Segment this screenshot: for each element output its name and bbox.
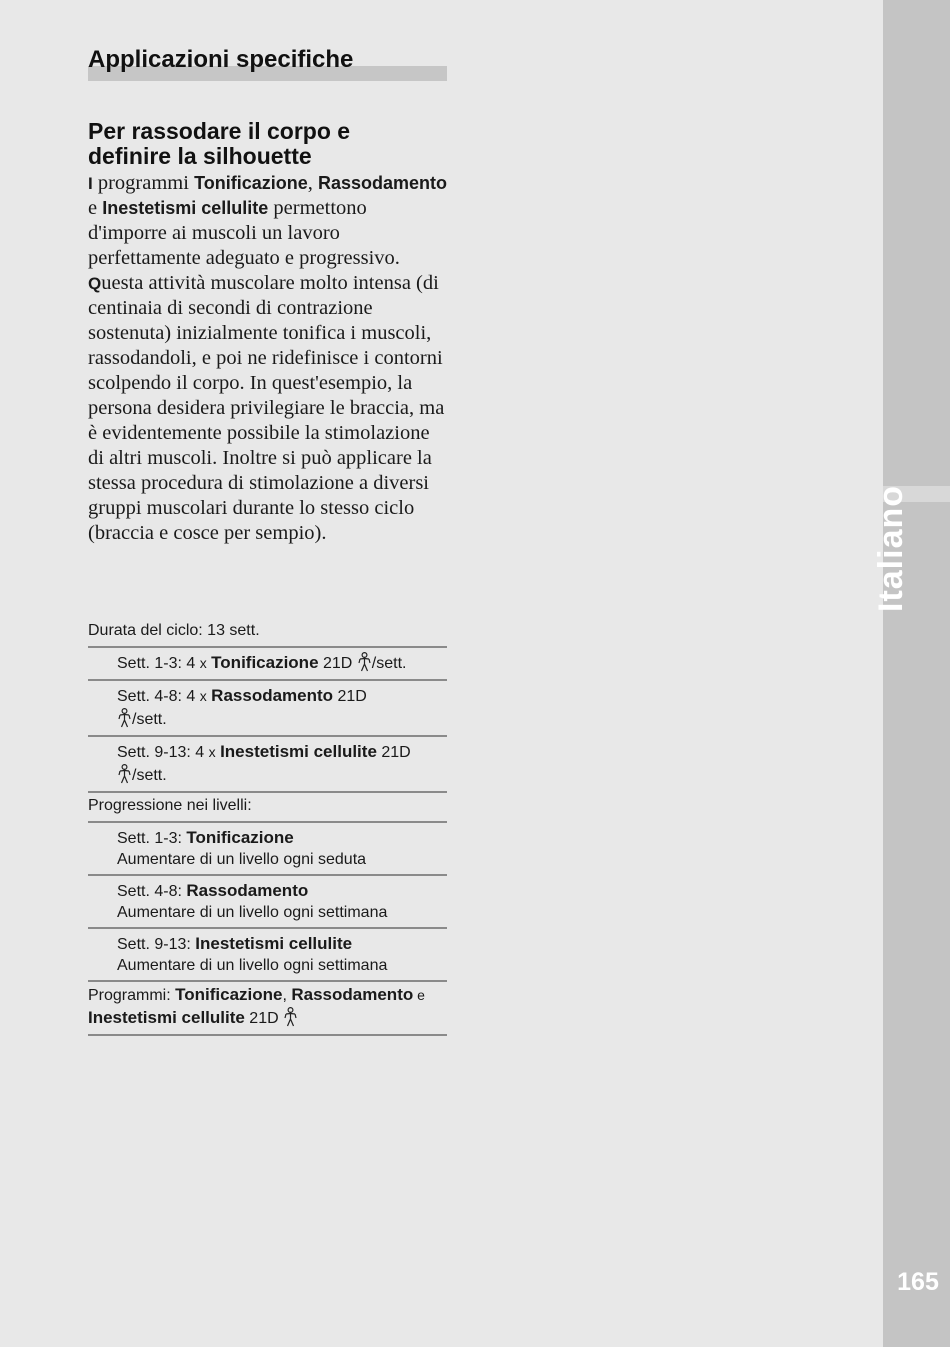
paragraph-detail [88, 271, 450, 546]
per-week: /sett. [132, 711, 167, 728]
program-name: Rassodamento [211, 686, 334, 705]
separator: , [282, 987, 292, 1004]
multiplier: x [199, 655, 207, 671]
drop-letter: Q [88, 274, 102, 293]
level-row [88, 929, 447, 982]
program-code: 21D [333, 688, 367, 705]
level-row [88, 823, 447, 876]
level-row [88, 876, 447, 929]
week-row [88, 648, 447, 681]
program-name: Tonificazione [186, 828, 294, 847]
standing-person-icon [117, 764, 132, 784]
text-run: e [88, 197, 103, 219]
program-name: Rassodamento [186, 881, 309, 900]
program-name: Rassodamento [318, 173, 448, 193]
per-week: /sett. [132, 767, 167, 784]
program-code: 21D [318, 655, 357, 672]
program-code: 21D [244, 1010, 284, 1027]
cycle-duration-row [88, 618, 447, 648]
programs-row [88, 982, 447, 1036]
program-code: 21D [376, 744, 411, 761]
program-table [88, 618, 447, 1036]
level-note: Aumentare di un livello ogni settimana [117, 904, 388, 921]
page-number: 165 [897, 1268, 939, 1296]
standing-person-icon [117, 708, 132, 728]
program-name: Inestetismi cellulite [102, 198, 269, 218]
week-range: Sett. 9-13: [117, 936, 196, 953]
program-name: Tonificazione [194, 173, 308, 193]
cycle-duration: Durata del ciclo: 13 sett. [88, 622, 260, 639]
standing-person-icon [357, 652, 372, 672]
side-band [883, 0, 950, 1347]
body-text [88, 171, 450, 546]
week-row [88, 737, 447, 793]
week-range: Sett. 4-8: 4 [117, 688, 200, 705]
text-run: uesta attività muscolare molto intensa (di centinaia di secondi di contrazione sostenuta) inizialmente tonifica i muscoli, rassodandoli, e poi ne ridefinisce i contorni scolpendo il corpo. In quest'esempio, la persona desidera privilegiare le braccia, ma è evidentemente possibile la stimolazione di altri muscoli. Inoltre si può applicare la stessa procedura di stimolazione a diversi gruppi muscolari durante lo stesso ciclo (braccia e cosce per sempio). [88, 272, 445, 544]
week-range: Sett. 9-13: 4 [117, 744, 209, 761]
week-range: Sett. 4-8: [117, 883, 187, 900]
week-range: Sett. 1-3: 4 [117, 655, 200, 672]
program-name: Tonificazione [175, 985, 283, 1004]
progression-label-row [88, 793, 447, 823]
progression-label: Progressione nei livelli: [88, 797, 252, 814]
program-name: Inestetismi cellulite [195, 934, 353, 953]
week-row [88, 681, 447, 737]
text-run: , [307, 172, 318, 194]
week-range: Sett. 1-3: [117, 830, 187, 847]
subsection-title: Per rassodare il corpo e definire la silhouette [88, 118, 351, 169]
drop-letter: I [88, 174, 93, 193]
multiplier: x [208, 744, 216, 760]
per-week: /sett. [371, 655, 407, 672]
programs-label: Programmi: [88, 987, 176, 1004]
program-name: Rassodamento [291, 985, 414, 1004]
conjunction: e [413, 987, 425, 1003]
level-note: Aumentare di un livello ogni settimana [117, 957, 388, 974]
program-name: Inestetismi cellulite [88, 1008, 245, 1027]
program-name: Tonificazione [211, 653, 319, 672]
text-run: permettono d'imporre ai muscoli un lavoro perfettamente adeguato e progressivo. [88, 197, 400, 269]
standing-person-icon [283, 1007, 298, 1027]
level-note: Aumentare di un livello ogni seduta [117, 851, 367, 868]
paragraph-intro [88, 171, 450, 271]
section-title: Applicazioni specifiche [88, 46, 354, 73]
program-name: Inestetismi cellulite [220, 742, 377, 761]
multiplier: x [199, 688, 207, 704]
language-label: Italiano [872, 484, 910, 612]
text-run: programmi [92, 172, 195, 194]
